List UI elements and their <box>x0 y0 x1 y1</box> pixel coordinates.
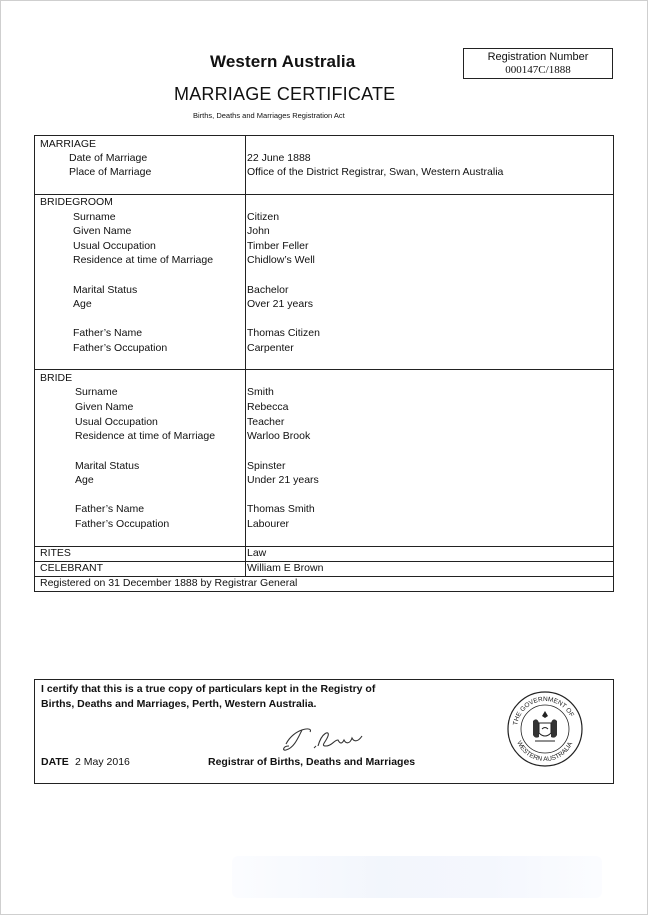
registration-number-label: Registration Number <box>487 51 589 63</box>
field-value: Rebecca <box>247 401 289 413</box>
field-label: Usual Occupation <box>73 240 156 252</box>
field-label: Father’s Name <box>73 327 143 339</box>
section-heading-bride: BRIDE <box>40 372 73 384</box>
registered-statement: Registered on 31 December 1888 by Registrar General <box>40 577 298 589</box>
field-value: Over 21 years <box>247 298 313 310</box>
field-value: Chidlow’s Well <box>247 254 315 266</box>
rites-value: Law <box>247 547 267 559</box>
field-value: Warloo Brook <box>247 430 311 442</box>
field-value: Citizen <box>247 211 280 223</box>
field-value: Thomas Smith <box>247 503 315 515</box>
registrar-signature <box>280 724 370 754</box>
field-label: Marital Status <box>73 284 138 296</box>
field-value: Teacher <box>247 416 285 428</box>
date-value: 2 May 2016 <box>75 756 130 768</box>
certification-line-1: I certify that this is a true copy of particulars kept in the Registry of <box>41 683 376 695</box>
registrar-title: Registrar of Births, Deaths and Marriages <box>208 756 416 768</box>
celebrant-value: William E Brown <box>247 562 324 574</box>
field-label: Age <box>73 298 92 310</box>
field-value: Spinster <box>247 460 286 472</box>
field-label: Residence at time of Marriage <box>75 430 216 442</box>
divider-rites <box>35 561 613 562</box>
svg-text:THE GOVERNMENT OF: THE GOVERNMENT OF <box>512 695 575 726</box>
field-value: Bachelor <box>247 284 289 296</box>
faded-watermark <box>232 856 602 898</box>
certification-line-2: Births, Deaths and Marriages, Perth, Western Australia. <box>41 698 317 710</box>
act-subtitle: Births, Deaths and Marriages Registration Act <box>193 111 345 120</box>
field-value: Smith <box>247 386 274 398</box>
section-heading-bridegroom: BRIDEGROOM <box>40 196 113 208</box>
field-value: John <box>247 225 270 237</box>
date-label: DATE <box>41 756 69 768</box>
particulars-table <box>34 135 614 592</box>
divider-marriage <box>35 194 613 195</box>
field-label: Date of Marriage <box>69 152 148 164</box>
field-label: Surname <box>75 386 118 398</box>
divider-bride <box>35 546 613 547</box>
field-value: Timber Feller <box>247 240 309 252</box>
divider-bridegroom <box>35 369 613 370</box>
field-value: Labourer <box>247 518 290 530</box>
field-label: Father’s Name <box>75 503 145 515</box>
certification-statement <box>41 682 375 712</box>
state-title: Western Australia <box>210 52 356 71</box>
field-value: Carpenter <box>247 342 294 354</box>
field-label: Usual Occupation <box>75 416 158 428</box>
field-label: Father’s Occupation <box>73 342 168 354</box>
column-divider <box>245 136 246 576</box>
field-value: Office of the District Registrar, Swan, Western Australia <box>247 166 504 178</box>
registration-number-value: 000147C/1888 <box>505 64 571 76</box>
field-label: Residence at time of Marriage <box>73 254 214 266</box>
registration-number-box <box>463 48 613 79</box>
field-label: Surname <box>73 211 116 223</box>
government-seal-icon <box>505 689 585 769</box>
field-label: Marital Status <box>75 460 140 472</box>
field-label: Place of Marriage <box>69 166 152 178</box>
field-value: Thomas Citizen <box>247 327 320 339</box>
svg-text:WESTERN AUSTRALIA: WESTERN AUSTRALIA <box>515 739 575 764</box>
field-label: Given Name <box>75 401 134 413</box>
section-heading-marriage: MARRIAGE <box>40 138 97 150</box>
certification-box <box>34 679 614 784</box>
field-label: Given Name <box>73 225 132 237</box>
field-value: 22 June 1888 <box>247 152 311 164</box>
field-label: Father’s Occupation <box>75 518 170 530</box>
certificate-title: MARRIAGE CERTIFICATE <box>174 84 396 104</box>
field-label: Age <box>75 474 94 486</box>
rites-label: RITES <box>40 547 71 559</box>
celebrant-label: CELEBRANT <box>40 562 104 574</box>
field-value: Under 21 years <box>247 474 319 486</box>
